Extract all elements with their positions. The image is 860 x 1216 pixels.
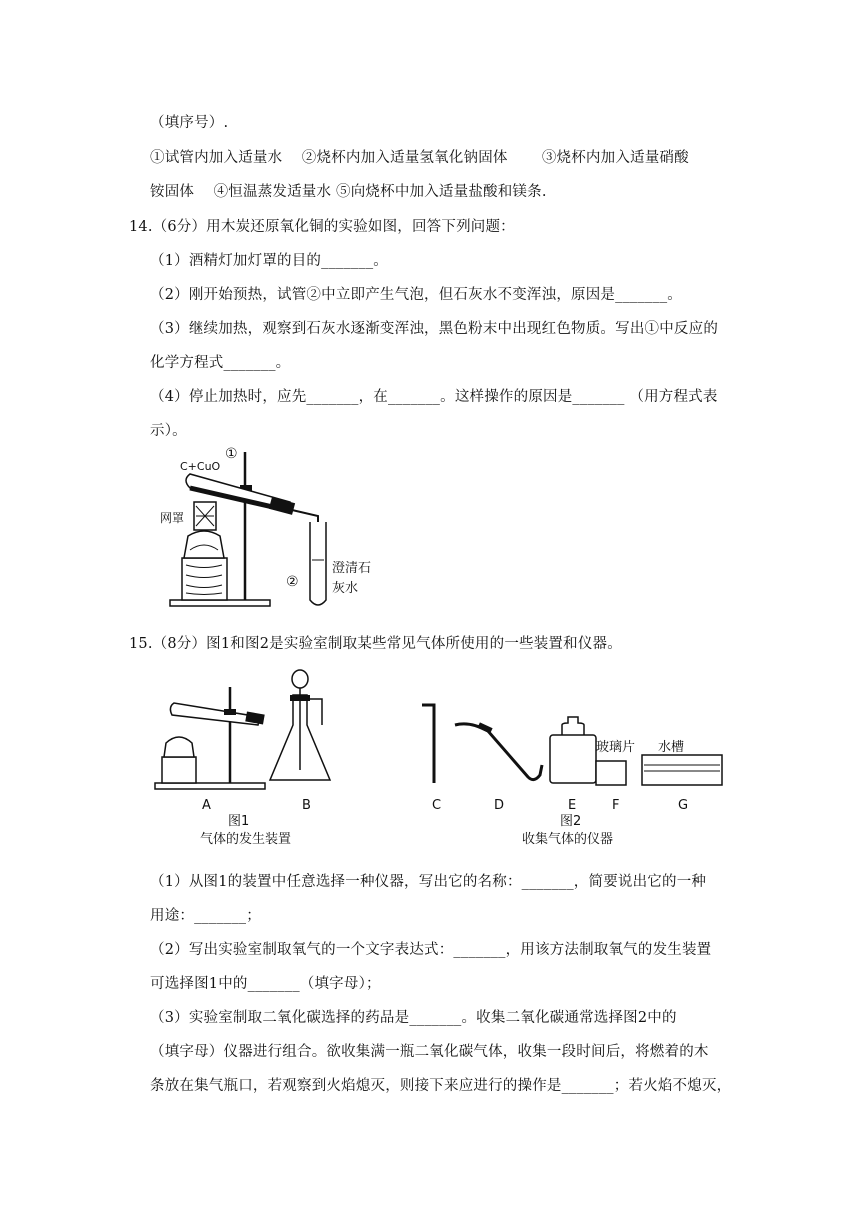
text-line: 铵固体 ④恒温蒸发适量水 ⑤向烧杯中加入适量盐酸和镁条.	[150, 184, 547, 200]
text-line: ①试管内加入适量水 ②烧杯内加入适量氢氧化钠固体 ③烧杯内加入适量硝酸	[150, 150, 689, 166]
text-line: （2）写出实验室制取氧气的一个文字表达式：_______，用该方法制取氧气的发生装置	[150, 942, 712, 958]
text-line: 用途：_______；	[150, 908, 261, 924]
text-line: （3）继续加热，观察到石灰水逐渐变浑浊，黑色粉末中出现红色物质。写出①中反应的	[150, 321, 719, 337]
text-line: （填字母）仪器进行组合。欲收集满一瓶二氧化碳气体，收集一段时间后，将燃着的木	[150, 1044, 709, 1060]
question-15-heading: 15.（8分）图1和图2是实验室制取某些常见气体所使用的一些装置和仪器。	[129, 636, 622, 652]
water-trough-label: 水槽	[658, 740, 685, 755]
text-line: （1）从图1的装置中任意选择一种仪器，写出它的名称：_______，简要说出它的一种	[150, 874, 707, 890]
tube-1-label: ①	[225, 446, 238, 462]
text-line: 可选择图1中的_______（填字母）；	[150, 976, 381, 992]
gas-apparatus-figure	[150, 665, 740, 850]
reactants-label: C+CuO	[180, 460, 221, 473]
text-line: （2）刚开始预热，试管②中立即产生气泡，但石灰水不变浑浊，原因是_______。	[150, 287, 682, 303]
net-cover-label: 网罩	[160, 511, 185, 525]
text-line: （4）停止加热时，应先_______，在_______。这样操作的原因是_______ （用方程式表	[150, 389, 718, 405]
tube-2-label: ②	[286, 574, 299, 590]
figure-2-subtitle: 收集气体的仪器	[522, 832, 614, 847]
label-E: E	[568, 798, 577, 813]
text-line: 示）。	[150, 423, 187, 439]
limewater-label-2: 灰水	[332, 581, 359, 596]
text-line: （1）酒精灯加灯罩的目的_______。	[150, 253, 388, 269]
text-line: （填序号）.	[150, 115, 229, 131]
label-C: C	[432, 798, 442, 813]
figure-2-title: 图2	[560, 814, 582, 829]
text-line: 化学方程式_______。	[150, 355, 291, 371]
label-A: A	[202, 798, 211, 813]
figure-1-title: 图1	[228, 814, 250, 829]
carbon-reduction-apparatus-figure	[160, 440, 400, 615]
question-14-heading: 14.（6分）用木炭还原氧化铜的实验如图，回答下列问题：	[129, 219, 515, 235]
glass-plate-label: 玻璃片	[596, 740, 636, 755]
figure-1-subtitle: 气体的发生装置	[200, 832, 292, 847]
label-F: F	[612, 798, 620, 813]
label-G: G	[678, 798, 689, 813]
limewater-label-1: 澄清石	[332, 561, 372, 576]
label-D: D	[494, 798, 505, 813]
label-B: B	[302, 798, 311, 813]
text-line: （3）实验室制取二氧化碳选择的药品是_______。收集二氧化碳通常选择图2中的	[150, 1010, 677, 1026]
text-line: 条放在集气瓶口，若观察到火焰熄灭，则接下来应进行的操作是_______；若火焰不熄灭，	[150, 1078, 732, 1094]
